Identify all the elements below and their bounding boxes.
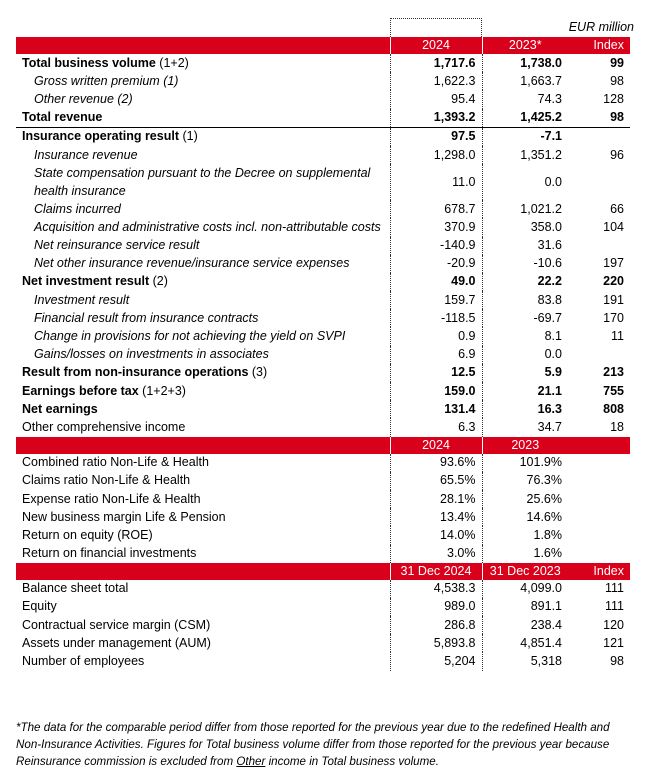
footnote-text-end: income in Total business volume. bbox=[265, 755, 439, 768]
row-label-text: Return on financial investments bbox=[22, 546, 197, 561]
table-row bbox=[16, 580, 630, 598]
header-col-2023: 2023* bbox=[482, 37, 568, 54]
financial-table bbox=[16, 37, 630, 671]
header-blank-cell bbox=[16, 437, 390, 454]
value-index bbox=[568, 490, 630, 508]
row-label-text: Claims incurred bbox=[34, 201, 121, 216]
row-label bbox=[16, 146, 390, 164]
value-2024: 97.5 bbox=[390, 127, 482, 146]
value-2023: 0.0 bbox=[544, 174, 562, 189]
value-2023: 0.0 bbox=[544, 347, 562, 362]
unit-label: EUR million bbox=[568, 20, 634, 34]
value-index: 755 bbox=[603, 383, 624, 398]
value-2023: 1.6% bbox=[533, 546, 562, 561]
row-label bbox=[16, 327, 390, 345]
row-label-text: Return on equity (ROE) bbox=[22, 527, 153, 542]
value-2023: 1,738.0 bbox=[520, 55, 562, 70]
value-index: 111 bbox=[604, 599, 624, 614]
value-2023: -7.1 bbox=[540, 129, 562, 144]
value-2024: 5,893.8 bbox=[390, 634, 482, 652]
value-2023: 34.7 bbox=[537, 419, 562, 434]
value-2024: 12.5 bbox=[390, 364, 482, 382]
row-label-text: Earnings before tax bbox=[22, 383, 139, 398]
value-2023: 31.6 bbox=[537, 238, 562, 253]
row-label bbox=[16, 472, 390, 490]
row-label bbox=[16, 616, 390, 634]
row-label-text: Total business volume bbox=[22, 55, 156, 70]
value-index: 99 bbox=[610, 55, 624, 70]
value-2024: -140.9 bbox=[390, 237, 482, 255]
row-label-text: Net earnings bbox=[22, 401, 98, 416]
row-label-text: Assets under management (AUM) bbox=[22, 635, 211, 650]
row-label-text: Net other insurance revenue/insurance service expenses bbox=[34, 256, 350, 271]
value-2024: 159.0 bbox=[390, 382, 482, 400]
value-2024: 989.0 bbox=[390, 598, 482, 616]
row-label bbox=[16, 382, 390, 400]
header-col-2024: 31 Dec 2024 bbox=[390, 563, 482, 580]
row-label bbox=[16, 72, 390, 90]
value-index bbox=[568, 454, 630, 472]
value-index: 191 bbox=[603, 292, 624, 307]
value-2024: 159.7 bbox=[390, 291, 482, 309]
row-label-text: Result from non-insurance operations bbox=[22, 365, 249, 380]
row-label bbox=[16, 255, 390, 273]
value-2024: 1,622.3 bbox=[390, 72, 482, 90]
value-2023: 891.1 bbox=[530, 599, 562, 614]
row-label-suffix: (1+2+3) bbox=[138, 383, 186, 398]
table-row bbox=[16, 164, 630, 200]
row-label-text: Change in provisions for not achieving the yield on SVPI bbox=[34, 329, 346, 344]
table-row bbox=[16, 127, 630, 146]
row-label-text: Claims ratio Non-Life & Health bbox=[22, 473, 191, 488]
table-row bbox=[16, 327, 630, 345]
table-row bbox=[16, 200, 630, 218]
value-2023: 5.9 bbox=[544, 365, 562, 380]
value-2024: 4,538.3 bbox=[390, 580, 482, 598]
table-row bbox=[16, 616, 630, 634]
row-label-suffix: (2) bbox=[149, 274, 168, 289]
value-2023: 8.1 bbox=[544, 329, 562, 344]
row-label bbox=[16, 508, 390, 526]
row-label-text: Equity bbox=[22, 599, 57, 614]
row-label-text: State compensation pursuant to the Decree on supplemental health insurance bbox=[34, 166, 371, 199]
row-label bbox=[16, 490, 390, 508]
value-2024: 0.9 bbox=[390, 327, 482, 345]
value-2024: 49.0 bbox=[390, 273, 482, 291]
table-row bbox=[16, 109, 630, 128]
row-label bbox=[16, 164, 390, 200]
footnote bbox=[16, 719, 632, 770]
value-index: 18 bbox=[610, 419, 624, 434]
row-label bbox=[16, 54, 390, 72]
table-row bbox=[16, 146, 630, 164]
table-row bbox=[16, 291, 630, 309]
value-2024: 14.0% bbox=[390, 526, 482, 544]
value-2024: 370.9 bbox=[390, 218, 482, 236]
row-label-text: Expense ratio Non-Life & Health bbox=[22, 491, 201, 506]
row-label bbox=[16, 545, 390, 563]
row-label-text: Number of employees bbox=[22, 654, 145, 669]
row-label-text: Acquisition and administrative costs incl. non-attributable costs bbox=[34, 220, 381, 235]
value-2023: 74.3 bbox=[537, 91, 562, 106]
row-label bbox=[16, 454, 390, 472]
table-row bbox=[16, 255, 630, 273]
value-2023: 83.8 bbox=[537, 292, 562, 307]
value-2024: 95.4 bbox=[390, 90, 482, 108]
header-col-index: Index bbox=[568, 563, 630, 580]
table-row bbox=[16, 490, 630, 508]
row-label bbox=[16, 526, 390, 544]
header-col-index: Index bbox=[568, 37, 630, 54]
column-2024-top-border bbox=[390, 18, 482, 37]
value-index bbox=[568, 237, 630, 255]
header-col-index bbox=[568, 437, 630, 454]
row-label-text: Contractual service margin (CSM) bbox=[22, 617, 211, 632]
row-label bbox=[16, 90, 390, 108]
value-index: 808 bbox=[603, 401, 624, 416]
row-label-suffix: (1+2) bbox=[155, 55, 189, 70]
row-label-text: Other revenue (2) bbox=[34, 91, 133, 106]
value-2024: -20.9 bbox=[390, 255, 482, 273]
value-index bbox=[568, 508, 630, 526]
value-index: 98 bbox=[610, 654, 624, 669]
value-2024: 1,298.0 bbox=[390, 146, 482, 164]
value-2024: 286.8 bbox=[390, 616, 482, 634]
table-row bbox=[16, 634, 630, 652]
row-label-text: Net reinsurance service result bbox=[34, 238, 200, 253]
value-2023: 16.3 bbox=[537, 401, 562, 416]
row-label bbox=[16, 652, 390, 670]
table-row bbox=[16, 400, 630, 418]
table-row bbox=[16, 526, 630, 544]
value-index: 104 bbox=[603, 219, 624, 234]
value-2023: 4,851.4 bbox=[520, 635, 562, 650]
value-index: 96 bbox=[610, 147, 624, 162]
table-row bbox=[16, 54, 630, 72]
row-label bbox=[16, 634, 390, 652]
value-2024: 65.5% bbox=[390, 472, 482, 490]
row-label bbox=[16, 418, 390, 436]
row-label-suffix: (1) bbox=[178, 129, 198, 144]
table-row bbox=[16, 72, 630, 90]
table-row bbox=[16, 652, 630, 670]
header-blank-cell bbox=[16, 37, 390, 54]
table-row bbox=[16, 237, 630, 255]
table-row bbox=[16, 545, 630, 563]
value-2023: 25.6% bbox=[526, 491, 562, 506]
row-label bbox=[16, 291, 390, 309]
row-label-text: Insurance revenue bbox=[34, 147, 138, 162]
value-2023: 1,663.7 bbox=[520, 73, 562, 88]
value-2023: 1,425.2 bbox=[482, 109, 568, 128]
header-col-2023: 31 Dec 2023 bbox=[482, 563, 568, 580]
table-row bbox=[16, 218, 630, 236]
value-index: 111 bbox=[604, 581, 624, 596]
value-2023: -69.7 bbox=[533, 310, 562, 325]
row-label-text: Investment result bbox=[34, 292, 130, 307]
value-index: 11 bbox=[611, 329, 624, 344]
footnote-underlined-word: Other bbox=[236, 755, 266, 768]
row-label bbox=[16, 218, 390, 236]
value-index: 120 bbox=[603, 617, 624, 632]
value-2024: 6.9 bbox=[390, 346, 482, 364]
row-label bbox=[16, 364, 390, 382]
value-2024: 5,204 bbox=[390, 652, 482, 670]
value-index bbox=[568, 164, 630, 200]
row-label bbox=[16, 273, 390, 291]
value-2023: 5,318 bbox=[530, 654, 562, 669]
value-2024: 13.4% bbox=[390, 508, 482, 526]
row-label bbox=[16, 200, 390, 218]
value-2024: 6.3 bbox=[390, 418, 482, 436]
row-label bbox=[16, 237, 390, 255]
value-2023: 358.0 bbox=[530, 219, 562, 234]
table-row bbox=[16, 346, 630, 364]
value-2024: 28.1% bbox=[390, 490, 482, 508]
header-col-2024: 2024 bbox=[390, 437, 482, 454]
value-2024: 131.4 bbox=[390, 400, 482, 418]
value-2023: 21.1 bbox=[537, 383, 562, 398]
row-label-suffix: (3) bbox=[248, 365, 268, 380]
value-2024: 1,393.2 bbox=[390, 109, 482, 128]
row-label bbox=[16, 109, 390, 128]
table-row bbox=[16, 364, 630, 382]
value-index bbox=[568, 526, 630, 544]
row-label-text: Gains/losses on investments in associates bbox=[34, 347, 269, 362]
value-index: 98 bbox=[568, 109, 630, 128]
header-col-2023: 2023 bbox=[482, 437, 568, 454]
row-label-text: Balance sheet total bbox=[22, 581, 129, 596]
value-2024: 1,717.6 bbox=[390, 54, 482, 72]
value-2024: -118.5 bbox=[390, 309, 482, 327]
value-index: 98 bbox=[610, 73, 624, 88]
table-row bbox=[16, 382, 630, 400]
row-label-text: Gross written premium (1) bbox=[34, 73, 179, 88]
value-2023: 1.8% bbox=[533, 527, 562, 542]
value-2023: 76.3% bbox=[526, 473, 562, 488]
row-label bbox=[16, 598, 390, 616]
header-row-balance bbox=[16, 563, 630, 580]
header-row-ratios bbox=[16, 437, 630, 454]
value-2023: 14.6% bbox=[526, 509, 562, 524]
value-index bbox=[568, 346, 630, 364]
table-row bbox=[16, 598, 630, 616]
value-index: 170 bbox=[603, 310, 624, 325]
value-index: 128 bbox=[603, 91, 624, 106]
value-2024: 11.0 bbox=[390, 164, 482, 200]
row-label-text: Combined ratio Non-Life & Health bbox=[22, 455, 209, 470]
table-row bbox=[16, 418, 630, 436]
value-2023: 1,351.2 bbox=[520, 147, 562, 162]
row-label bbox=[16, 580, 390, 598]
row-label bbox=[16, 400, 390, 418]
value-index: 213 bbox=[603, 365, 624, 380]
value-index: 121 bbox=[603, 635, 624, 650]
value-index bbox=[568, 127, 630, 146]
row-label-text: New business margin Life & Pension bbox=[22, 509, 226, 524]
row-label-text: Insurance operating result bbox=[22, 129, 179, 144]
table-row bbox=[16, 454, 630, 472]
header-row-income bbox=[16, 37, 630, 54]
value-2023: 22.2 bbox=[537, 274, 562, 289]
value-2023: -10.6 bbox=[533, 256, 562, 271]
table-row bbox=[16, 309, 630, 327]
value-2023: 1,021.2 bbox=[520, 201, 562, 216]
row-label bbox=[16, 346, 390, 364]
row-label-text: Total revenue bbox=[22, 110, 103, 125]
value-index bbox=[568, 472, 630, 490]
value-index: 197 bbox=[603, 256, 624, 271]
value-2023: 4,099.0 bbox=[520, 581, 562, 596]
row-label-text: Financial result from insurance contracts bbox=[34, 310, 259, 325]
value-2024: 3.0% bbox=[390, 545, 482, 563]
value-index: 220 bbox=[603, 274, 624, 289]
header-col-2024: 2024 bbox=[390, 37, 482, 54]
footnote-text: *The data for the comparable period differ from those reported for the previous year due to the redefined Health and Non-Insurance Activities. Figures for Total business volume differ from those reported for the previous year because Reinsurance commission is excluded from bbox=[16, 721, 610, 768]
table-row bbox=[16, 472, 630, 490]
value-2023: 238.4 bbox=[530, 617, 562, 632]
row-label bbox=[16, 309, 390, 327]
value-2024: 93.6% bbox=[390, 454, 482, 472]
row-label-text: Net investment result bbox=[22, 274, 150, 289]
header-blank-cell bbox=[16, 563, 390, 580]
value-2024: 678.7 bbox=[390, 200, 482, 218]
value-index bbox=[568, 545, 630, 563]
row-label bbox=[16, 127, 390, 146]
value-2023: 101.9% bbox=[519, 455, 562, 470]
value-index: 66 bbox=[610, 201, 624, 216]
table-row bbox=[16, 90, 630, 108]
row-label-text: Other comprehensive income bbox=[22, 419, 186, 434]
table-row bbox=[16, 508, 630, 526]
table-row bbox=[16, 273, 630, 291]
